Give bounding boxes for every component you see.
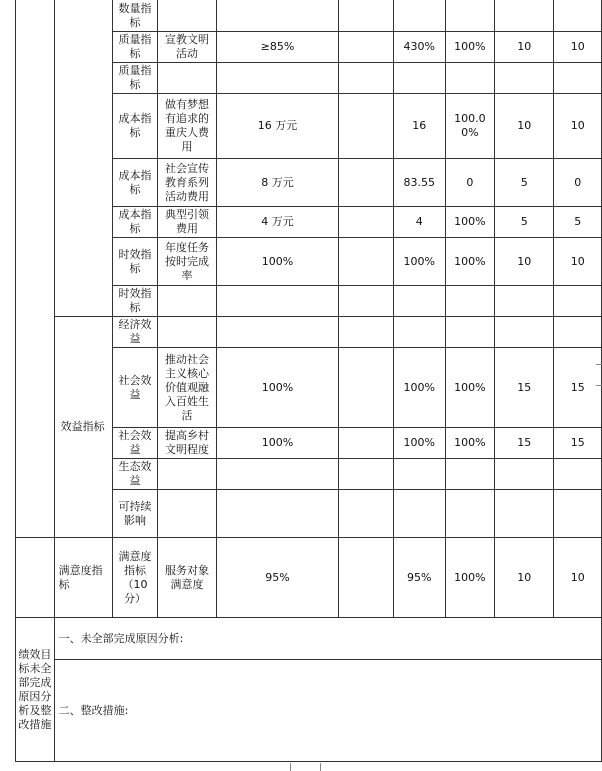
table-row: [16, 618, 602, 660]
weight-cell: [495, 459, 554, 490]
weight-cell: 10: [495, 32, 554, 63]
actual-value-cell: 100%: [393, 428, 445, 459]
completion-rate-cell: 100.00%: [445, 94, 495, 159]
page-edge-mark: [320, 763, 321, 771]
table-row: [16, 538, 602, 618]
indicator-name-cell: 社会宣传教育系列活动费用: [157, 159, 216, 207]
indicator-name-cell: 推动社会主义核心价值观融入百姓生活: [157, 348, 216, 428]
blank-cell: [338, 94, 393, 159]
actual-value-cell: [393, 63, 445, 94]
score-cell: [554, 0, 602, 32]
rectification-measures-cell: 二、整改措施:: [54, 660, 601, 762]
page-edge-mark: [596, 364, 602, 365]
score-cell: [554, 459, 602, 490]
completion-rate-cell: 100%: [445, 538, 495, 618]
target-value-cell: 100%: [217, 348, 339, 428]
blank-cell: [338, 159, 393, 207]
actual-value-cell: [393, 317, 445, 348]
sub-indicator-cell: 生态效益: [113, 459, 158, 490]
completion-rate-cell: 100%: [445, 348, 495, 428]
blank-cell: [338, 32, 393, 63]
blank-cell: [338, 63, 393, 94]
indicator-name-cell: 服务对象满意度: [157, 538, 216, 618]
target-value-cell: 4 万元: [217, 207, 339, 238]
indicator-name-cell: 宣教文明活动: [157, 32, 216, 63]
completion-rate-cell: [445, 0, 495, 32]
indicator-name-cell: [157, 286, 216, 317]
table-row: [16, 0, 602, 32]
actual-value-cell: [393, 0, 445, 32]
actual-value-cell: [393, 459, 445, 490]
actual-value-cell: 430%: [393, 32, 445, 63]
actual-value-cell: 4: [393, 207, 445, 238]
completion-rate-cell: [445, 490, 495, 538]
target-value-cell: 95%: [217, 538, 339, 618]
blank-cell: [338, 207, 393, 238]
blank-cell: [338, 490, 393, 538]
sub-indicator-cell: 时效指标: [113, 286, 158, 317]
blank-cell: [338, 238, 393, 286]
sub-indicator-cell: 质量指标: [113, 63, 158, 94]
target-value-cell: 100%: [217, 238, 339, 286]
score-cell: [554, 317, 602, 348]
sub-indicator-cell: 成本指标: [113, 159, 158, 207]
sub-indicator-cell: 时效指标: [113, 238, 158, 286]
page-edge-mark: [290, 763, 291, 771]
sub-indicator-cell: 数量指标: [113, 0, 158, 32]
unfinished-goals-label: 绩效目标未全部完成原因分析及整改措施: [16, 618, 55, 762]
completion-rate-cell: 100%: [445, 207, 495, 238]
target-value-cell: 8 万元: [217, 159, 339, 207]
blank-cell: [338, 348, 393, 428]
actual-value-cell: 100%: [393, 348, 445, 428]
blank-cell: [338, 317, 393, 348]
score-cell: 0: [554, 159, 602, 207]
target-value-cell: [217, 286, 339, 317]
weight-cell: 5: [495, 207, 554, 238]
completion-rate-cell: 100%: [445, 32, 495, 63]
target-value-cell: [217, 63, 339, 94]
weight-cell: [495, 317, 554, 348]
completion-rate-cell: [445, 317, 495, 348]
actual-value-cell: 16: [393, 94, 445, 159]
weight-cell: [495, 286, 554, 317]
score-cell: [554, 286, 602, 317]
performance-indicator-table: [15, 0, 602, 762]
completion-rate-cell: [445, 286, 495, 317]
weight-cell: 15: [495, 348, 554, 428]
target-value-cell: 16 万元: [217, 94, 339, 159]
target-value-cell: [217, 459, 339, 490]
blank-cell: [338, 286, 393, 317]
completion-rate-cell: 100%: [445, 238, 495, 286]
indicator-name-cell: [157, 0, 216, 32]
score-cell: 10: [554, 238, 602, 286]
sub-indicator-cell: 可持续影响: [113, 490, 158, 538]
score-cell: 5: [554, 207, 602, 238]
reason-analysis-cell: 一、未全部完成原因分析:: [54, 618, 601, 660]
output-category-cell: [54, 0, 112, 317]
table-row: [16, 660, 602, 762]
actual-value-cell: 95%: [393, 538, 445, 618]
weight-cell: [495, 0, 554, 32]
indicator-name-cell: 典型引领费用: [157, 207, 216, 238]
actual-value-cell: [393, 490, 445, 538]
target-value-cell: [217, 0, 339, 32]
completion-rate-cell: [445, 63, 495, 94]
indicator-name-cell: [157, 317, 216, 348]
indicator-name-cell: 做有梦想有追求的重庆人费用: [157, 94, 216, 159]
score-cell: 15: [554, 348, 602, 428]
sub-indicator-cell: 成本指标: [113, 207, 158, 238]
indicator-name-cell: [157, 63, 216, 94]
benefit-category-cell: 效益指标: [54, 317, 112, 538]
sub-indicator-cell: 质量指标: [113, 32, 158, 63]
weight-cell: 15: [495, 428, 554, 459]
actual-value-cell: 83.55: [393, 159, 445, 207]
score-cell: 15: [554, 428, 602, 459]
blank-cell: [338, 538, 393, 618]
target-value-cell: ≥85%: [217, 32, 339, 63]
score-cell: [554, 63, 602, 94]
outer-category-cell: [16, 538, 55, 618]
score-cell: 10: [554, 32, 602, 63]
weight-cell: 5: [495, 159, 554, 207]
target-value-cell: [217, 317, 339, 348]
actual-value-cell: 100%: [393, 238, 445, 286]
sub-indicator-cell: 社会效益: [113, 348, 158, 428]
score-cell: 10: [554, 538, 602, 618]
completion-rate-cell: 0: [445, 159, 495, 207]
sub-indicator-cell: 社会效益: [113, 428, 158, 459]
weight-cell: 10: [495, 238, 554, 286]
blank-cell: [338, 0, 393, 32]
completion-rate-cell: 100%: [445, 428, 495, 459]
completion-rate-cell: [445, 459, 495, 490]
table-row: [16, 317, 602, 348]
sub-indicator-cell: 经济效益: [113, 317, 158, 348]
score-cell: 10: [554, 94, 602, 159]
sub-indicator-cell: 成本指标: [113, 94, 158, 159]
indicator-name-cell: 年度任务按时完成率: [157, 238, 216, 286]
score-cell: [554, 490, 602, 538]
target-value-cell: [217, 490, 339, 538]
weight-cell: 10: [495, 538, 554, 618]
page-edge-mark: [596, 385, 602, 386]
weight-cell: 10: [495, 94, 554, 159]
sub-indicator-cell: 满意度指标（10分）: [113, 538, 158, 618]
actual-value-cell: [393, 286, 445, 317]
weight-cell: [495, 63, 554, 94]
satisfaction-category-cell: 满意度指标: [54, 538, 112, 618]
indicator-name-cell: 提高乡村文明程度: [157, 428, 216, 459]
weight-cell: [495, 490, 554, 538]
indicator-name-cell: [157, 459, 216, 490]
outer-category-cell: [16, 0, 55, 538]
indicator-name-cell: [157, 490, 216, 538]
target-value-cell: 100%: [217, 428, 339, 459]
blank-cell: [338, 428, 393, 459]
blank-cell: [338, 459, 393, 490]
